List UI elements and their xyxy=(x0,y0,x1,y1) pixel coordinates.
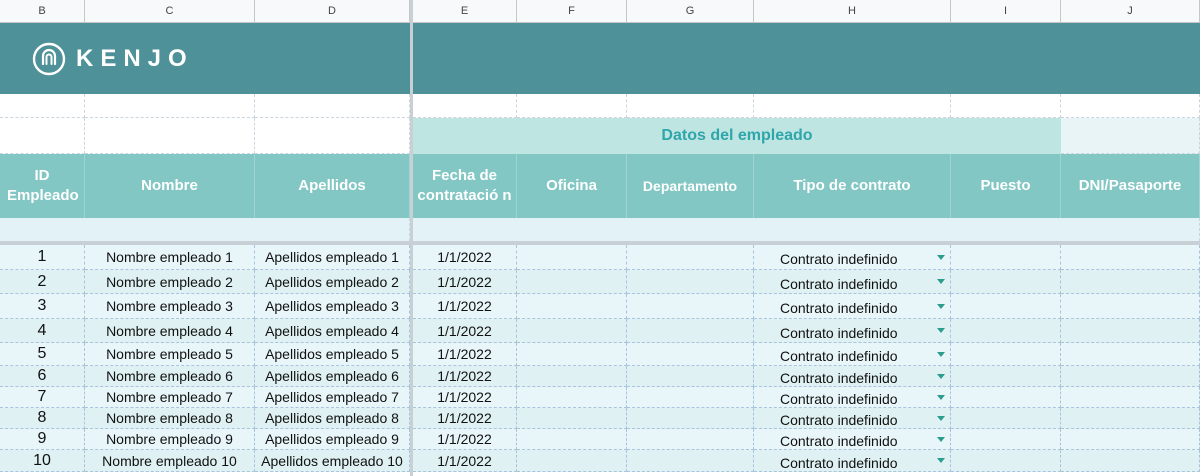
dni-cell[interactable] xyxy=(1061,319,1200,343)
nombre-cell[interactable]: Nombre empleado 6 xyxy=(85,366,255,387)
oficina-cell[interactable] xyxy=(517,270,627,294)
oficina-cell[interactable] xyxy=(517,245,627,270)
puesto-cell[interactable] xyxy=(951,366,1061,387)
apellidos-cell[interactable]: Apellidos empleado 9 xyxy=(255,429,410,450)
fecha-cell[interactable]: 1/1/2022 xyxy=(413,245,517,270)
id-cell[interactable]: 8 xyxy=(0,408,85,429)
departamento-cell[interactable] xyxy=(627,366,754,387)
header-puesto[interactable]: Puesto xyxy=(951,154,1061,218)
contract-type-dropdown[interactable] xyxy=(754,387,951,408)
departamento-cell[interactable] xyxy=(627,387,754,408)
departamento-cell[interactable] xyxy=(627,429,754,450)
contract-type-dropdown[interactable] xyxy=(754,366,951,387)
contract-type-dropdown[interactable] xyxy=(754,408,951,429)
apellidos-cell[interactable]: Apellidos empleado 1 xyxy=(255,245,410,270)
puesto-cell[interactable] xyxy=(951,245,1061,270)
frozen-column-divider[interactable] xyxy=(410,0,413,476)
departamento-cell[interactable] xyxy=(627,319,754,343)
frozen-row-divider[interactable] xyxy=(0,241,1200,245)
contract-type-dropdown[interactable] xyxy=(754,245,951,270)
contract-type-value: Contrato indefinido xyxy=(780,275,898,292)
nombre-cell[interactable]: Nombre empleado 2 xyxy=(85,270,255,294)
contract-type-dropdown[interactable] xyxy=(754,429,951,450)
fecha-cell[interactable]: 1/1/2022 xyxy=(413,387,517,408)
fecha-cell[interactable]: 1/1/2022 xyxy=(413,270,517,294)
column-header-j[interactable]: J xyxy=(1061,0,1200,23)
dni-cell[interactable] xyxy=(1061,429,1200,450)
column-header-i[interactable]: I xyxy=(951,0,1061,23)
dropdown-arrow-icon[interactable] xyxy=(937,255,945,260)
blank-cell[interactable] xyxy=(951,94,1061,118)
kenjo-logo-icon xyxy=(32,42,66,76)
header-fecha[interactable] xyxy=(413,154,517,218)
contract-type-value: Contrato indefinido xyxy=(780,454,898,471)
spacer-row[interactable] xyxy=(0,218,410,241)
blank-cell[interactable] xyxy=(85,94,255,118)
column-header-f[interactable]: F xyxy=(517,0,627,23)
fecha-cell[interactable]: 1/1/2022 xyxy=(413,366,517,387)
contract-type-dropdown[interactable] xyxy=(754,343,951,366)
apellidos-cell[interactable]: Apellidos empleado 7 xyxy=(255,387,410,408)
contract-type-value: Contrato indefinido xyxy=(780,300,898,316)
oficina-cell[interactable] xyxy=(517,429,627,450)
oficina-cell[interactable] xyxy=(517,343,627,366)
blank-cell[interactable] xyxy=(517,94,627,118)
fecha-cell[interactable]: 1/1/2022 xyxy=(413,408,517,429)
nombre-cell[interactable]: Nombre empleado 8 xyxy=(85,408,255,429)
contract-type-value: Contrato indefinido xyxy=(780,433,898,449)
nombre-cell[interactable]: Nombre empleado 7 xyxy=(85,387,255,408)
apellidos-cell[interactable]: Apellidos empleado 8 xyxy=(255,408,410,429)
column-header-h[interactable]: H xyxy=(754,0,951,23)
contract-type-value: Contrato indefinido xyxy=(780,348,898,364)
nombre-cell[interactable]: Nombre empleado 3 xyxy=(85,294,255,319)
dni-cell[interactable] xyxy=(1061,450,1200,472)
dropdown-arrow-icon[interactable] xyxy=(937,352,945,357)
dropdown-arrow-icon[interactable] xyxy=(937,374,945,379)
puesto-cell[interactable] xyxy=(951,319,1061,343)
apellidos-cell[interactable]: Apellidos empleado 5 xyxy=(255,343,410,366)
nombre-cell[interactable]: Nombre empleado 5 xyxy=(85,343,255,366)
apellidos-cell[interactable]: Apellidos empleado 10 xyxy=(255,450,410,472)
contract-type-dropdown[interactable] xyxy=(754,270,951,294)
id-cell[interactable]: 9 xyxy=(0,429,85,450)
blank-cell[interactable] xyxy=(754,94,951,118)
brand-banner-right xyxy=(413,23,1200,94)
column-header-d[interactable]: D xyxy=(255,0,410,23)
dropdown-arrow-icon[interactable] xyxy=(937,279,945,284)
column-header-g[interactable]: G xyxy=(627,0,754,23)
blank-cell[interactable] xyxy=(1061,118,1200,154)
departamento-cell[interactable] xyxy=(627,270,754,294)
contract-type-dropdown[interactable] xyxy=(754,319,951,343)
blank-cell[interactable] xyxy=(255,94,410,118)
id-cell[interactable]: 6 xyxy=(0,366,85,387)
header-id[interactable] xyxy=(0,154,85,218)
dropdown-arrow-icon[interactable] xyxy=(937,458,945,463)
dropdown-arrow-icon[interactable] xyxy=(937,304,945,309)
header-tipo-contrato[interactable]: Tipo de contrato xyxy=(754,154,951,218)
blank-cell[interactable] xyxy=(0,118,85,154)
puesto-cell[interactable] xyxy=(951,408,1061,429)
dni-cell[interactable] xyxy=(1061,270,1200,294)
id-cell[interactable]: 2 xyxy=(0,270,85,294)
oficina-cell[interactable] xyxy=(517,294,627,319)
apellidos-cell[interactable]: Apellidos empleado 6 xyxy=(255,366,410,387)
fecha-cell[interactable]: 1/1/2022 xyxy=(413,343,517,366)
kenjo-logo-text: KENJO xyxy=(76,45,194,72)
dropdown-arrow-icon[interactable] xyxy=(937,395,945,400)
apellidos-cell[interactable]: Apellidos empleado 3 xyxy=(255,294,410,319)
contract-type-dropdown[interactable] xyxy=(754,294,951,319)
nombre-cell[interactable]: Nombre empleado 4 xyxy=(85,319,255,343)
dni-cell[interactable] xyxy=(1061,245,1200,270)
id-cell[interactable]: 10 xyxy=(0,450,85,472)
header-fecha-label: Fecha de contratació n xyxy=(417,167,512,204)
contract-type-value: Contrato indefinido xyxy=(780,324,898,341)
puesto-cell[interactable] xyxy=(951,387,1061,408)
dni-cell[interactable] xyxy=(1061,408,1200,429)
id-cell[interactable]: 3 xyxy=(0,294,85,319)
puesto-cell[interactable] xyxy=(951,270,1061,294)
header-oficina[interactable]: Oficina xyxy=(517,154,627,218)
dropdown-arrow-icon[interactable] xyxy=(937,328,945,333)
contract-type-value: Contrato indefinido xyxy=(780,412,898,428)
fecha-cell[interactable]: 1/1/2022 xyxy=(413,294,517,319)
departamento-cell[interactable] xyxy=(627,343,754,366)
id-cell[interactable]: 7 xyxy=(0,387,85,408)
oficina-cell[interactable] xyxy=(517,387,627,408)
oficina-cell[interactable] xyxy=(517,450,627,472)
apellidos-cell[interactable]: Apellidos empleado 2 xyxy=(255,270,410,294)
column-header-e[interactable]: E xyxy=(413,0,517,23)
oficina-cell[interactable] xyxy=(517,366,627,387)
dni-cell[interactable] xyxy=(1061,294,1200,319)
id-cell[interactable]: 5 xyxy=(0,343,85,366)
blank-cell[interactable] xyxy=(0,94,85,118)
header-apellidos[interactable]: Apellidos xyxy=(255,154,410,218)
column-header-b[interactable]: B xyxy=(0,0,85,23)
blank-cell[interactable] xyxy=(85,118,255,154)
dropdown-arrow-icon[interactable] xyxy=(937,437,945,442)
oficina-cell[interactable] xyxy=(517,408,627,429)
dni-cell[interactable] xyxy=(1061,387,1200,408)
oficina-cell[interactable] xyxy=(517,319,627,343)
id-cell[interactable]: 4 xyxy=(0,319,85,343)
kenjo-logo xyxy=(32,42,194,76)
column-header-c[interactable]: C xyxy=(85,0,255,23)
blank-cell[interactable] xyxy=(1061,94,1200,118)
departamento-cell[interactable] xyxy=(627,294,754,319)
fecha-cell[interactable]: 1/1/2022 xyxy=(413,429,517,450)
fecha-cell[interactable]: 1/1/2022 xyxy=(413,319,517,343)
puesto-cell[interactable] xyxy=(951,450,1061,472)
puesto-cell[interactable] xyxy=(951,343,1061,366)
header-dni[interactable]: DNI/Pasaporte xyxy=(1061,154,1200,218)
contract-type-value: Contrato indefinido xyxy=(780,370,898,386)
blank-cell[interactable] xyxy=(627,94,754,118)
spacer-row[interactable] xyxy=(413,218,1200,241)
contract-type-dropdown[interactable] xyxy=(754,450,951,472)
dni-cell[interactable] xyxy=(1061,366,1200,387)
puesto-cell[interactable] xyxy=(951,429,1061,450)
fecha-cell[interactable]: 1/1/2022 xyxy=(413,450,517,472)
departamento-cell[interactable] xyxy=(627,245,754,270)
nombre-cell[interactable]: Nombre empleado 9 xyxy=(85,429,255,450)
header-departamento[interactable]: Departamento xyxy=(627,154,754,218)
header-nombre[interactable]: Nombre xyxy=(85,154,255,218)
puesto-cell[interactable] xyxy=(951,294,1061,319)
blank-cell[interactable] xyxy=(255,118,410,154)
departamento-cell[interactable] xyxy=(627,450,754,472)
dni-cell[interactable] xyxy=(1061,343,1200,366)
apellidos-cell[interactable]: Apellidos empleado 4 xyxy=(255,319,410,343)
dropdown-arrow-icon[interactable] xyxy=(937,416,945,421)
header-id-label: ID Empleado xyxy=(7,167,79,204)
departamento-cell[interactable] xyxy=(627,408,754,429)
section-title: Datos del empleado xyxy=(413,118,1061,154)
contract-type-value: Contrato indefinido xyxy=(780,251,898,267)
nombre-cell[interactable]: Nombre empleado 10 xyxy=(85,450,255,472)
blank-cell[interactable] xyxy=(413,94,517,118)
nombre-cell[interactable]: Nombre empleado 1 xyxy=(85,245,255,270)
id-cell[interactable]: 1 xyxy=(0,245,85,270)
contract-type-value: Contrato indefinido xyxy=(780,391,898,407)
